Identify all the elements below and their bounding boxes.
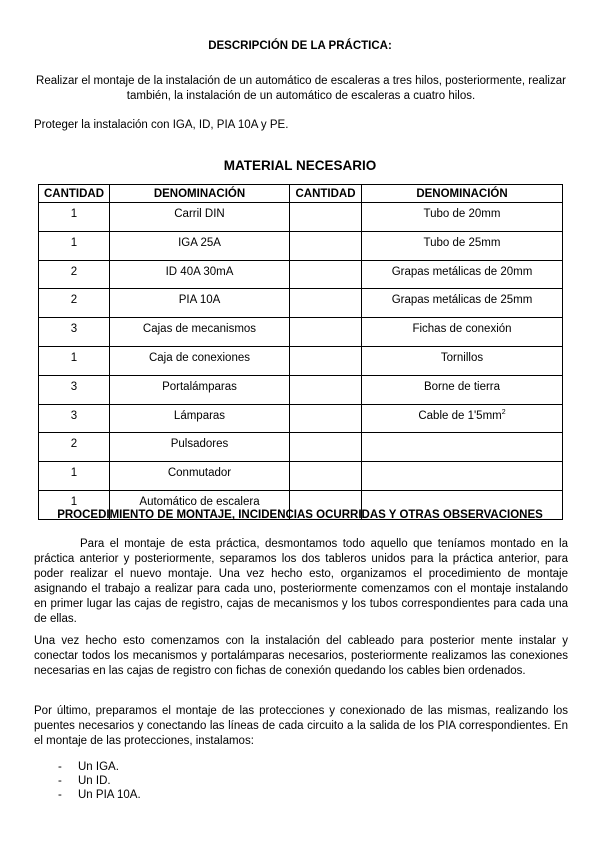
cell-quantity-1-text: 3	[70, 409, 78, 422]
table-row	[39, 375, 563, 404]
procedure-paragraph-3: Por último, preparamos el montaje de las protecciones y conexionado de las mismas, realizando los puentes necesarios y conectando las líneas de cada circuito a la salida de los PIA correspondientes. En el montaje de las protecciones, instalamos:	[34, 705, 568, 747]
list-dash: -	[58, 761, 62, 773]
cell-denomination-2	[362, 289, 563, 318]
cell-denomination-1-text: PIA 10A	[178, 294, 221, 307]
cell-quantity-1-text: 1	[70, 208, 78, 220]
material-heading: MATERIAL NECESARIO	[223, 158, 377, 173]
table-row	[39, 346, 563, 375]
cell-denomination-2-text: Tubo de 20mm	[423, 208, 501, 220]
cell-denomination-2-text: Tornillos	[440, 351, 484, 364]
cell-denomination-1	[110, 433, 290, 462]
cell-quantity-1	[39, 346, 110, 375]
material-table	[38, 184, 563, 520]
cell-denomination-2	[362, 404, 563, 433]
superscript-exponent: 2	[501, 408, 506, 416]
list-dash: -	[58, 775, 62, 787]
procedure-paragraph-1: Para el montaje de esta práctica, desmontamos todo aquello que teníamos montado en la práctica anterior y posteriormente, separamos los dos tableros unidos para la práctica anterior, para poder realizar el nuevo montaje. Una vez hecho esto, organizamos el procedimiento de montaje asignando el trabajo a realizar para cada uno, posteriormente comenzamos con el montaje instalando en primer lugar las cajas de registro, cajas de mecanismos y los tubos correspondientes para cada una de ellas.	[34, 538, 568, 625]
cell-denomination-2-text: Borne de tierra	[423, 380, 501, 393]
cell-quantity-2	[290, 318, 362, 347]
header-denomination-1: DENOMINACIÓN	[110, 185, 290, 203]
cell-denomination-1	[110, 404, 290, 433]
list-dash: -	[58, 789, 62, 801]
cell-quantity-1-text: 1	[70, 467, 78, 480]
cell-quantity-2	[290, 203, 362, 232]
cell-denomination-2	[362, 375, 563, 404]
cell-quantity-2	[290, 346, 362, 375]
cell-denomination-1-text: ID 40A 30mA	[165, 265, 234, 278]
cell-denomination-2-text: Fichas de conexión	[412, 323, 512, 336]
header-quantity-1: CANTIDAD	[39, 185, 110, 203]
cell-denomination-1-text: Automático de escalera	[139, 495, 260, 508]
cell-quantity-1-text: 2	[70, 265, 78, 278]
protection-list	[58, 760, 141, 802]
cell-denomination-1	[110, 260, 290, 289]
cell-denomination-1-text: IGA 25A	[178, 236, 221, 249]
cell-quantity-1-text: 3	[70, 380, 78, 393]
description-heading: DESCRIPCIÓN DE LA PRÁCTICA:	[208, 40, 392, 52]
cell-denomination-1	[110, 289, 290, 318]
procedure-paragraph-2: Una vez hecho esto comenzamos con la instalación del cableado para posterior mente instalar y conectar todos los mecanismos y portalámparas necesarios, posteriormente realizamos las conexiones necesarias en las cajas de registro con fichas de conexión quedando los cables bien ordenados.	[34, 635, 568, 677]
cell-denomination-1-text: Lámparas	[173, 409, 226, 422]
cell-denomination-1	[110, 231, 290, 260]
cell-denomination-2	[362, 433, 563, 462]
cell-denomination-1	[110, 203, 290, 232]
cell-quantity-2	[290, 260, 362, 289]
cell-quantity-2	[290, 289, 362, 318]
cell-denomination-2	[362, 260, 563, 289]
table-row	[39, 318, 563, 347]
list-item-text: Un IGA.	[78, 761, 119, 773]
cell-quantity-1-text: 2	[70, 438, 78, 451]
cell-denomination-1-text: Carril DIN	[174, 208, 225, 220]
cell-quantity-1	[39, 203, 110, 232]
cell-denomination-1-text: Caja de conexiones	[148, 351, 250, 364]
cell-denomination-2-text: Tubo de 25mm	[423, 236, 501, 249]
cell-quantity-2	[290, 404, 362, 433]
cell-denomination-2-text: Grapas metálicas de 25mm	[391, 294, 533, 307]
procedure-heading: PROCEDIMIENTO DE MONTAJE, INCIDENCIAS OCURRIDAS Y OTRAS OBSERVACIONES	[57, 509, 543, 521]
table-header-row	[39, 185, 563, 203]
cell-denomination-2-text: Grapas metálicas de 20mm	[391, 265, 533, 278]
cell-denomination-2	[362, 231, 563, 260]
table-row	[39, 462, 563, 491]
cell-denomination-1	[110, 462, 290, 491]
intro-paragraph: Realizar el montaje de la instalación de un automático de escaleras a tres hilos, posteriormente, realizar también, la instalación de un automático de escaleras a cuatro hilos.	[36, 75, 566, 102]
cell-quantity-2	[290, 462, 362, 491]
cell-denomination-1-text: Conmutador	[167, 467, 232, 480]
table-row	[39, 404, 563, 433]
table-row	[39, 433, 563, 462]
cell-denomination-2	[362, 346, 563, 375]
cell-quantity-1	[39, 289, 110, 318]
list-item	[58, 774, 141, 788]
cell-denomination-2-text: Cable de 1'5mm	[418, 409, 502, 422]
cell-quantity-1-text: 1	[70, 236, 78, 249]
header-quantity-2: CANTIDAD	[290, 185, 362, 203]
protection-paragraph: Proteger la instalación con IGA, ID, PIA 10A y PE.	[34, 119, 289, 131]
cell-quantity-1	[39, 231, 110, 260]
cell-quantity-2	[290, 231, 362, 260]
table-row	[39, 260, 563, 289]
cell-quantity-1-text: 1	[70, 495, 78, 508]
cell-denomination-1-text: Pulsadores	[170, 438, 229, 451]
cell-denomination-1	[110, 318, 290, 347]
cell-quantity-1	[39, 433, 110, 462]
cell-quantity-2	[290, 433, 362, 462]
cell-quantity-1-text: 1	[70, 351, 78, 364]
list-item	[58, 788, 141, 802]
list-item-text: Un ID.	[78, 775, 111, 787]
cell-denomination-2	[362, 462, 563, 491]
cell-denomination-1-text: Cajas de mecanismos	[142, 323, 257, 336]
cell-quantity-1	[39, 260, 110, 289]
table-body	[39, 203, 563, 520]
table-row	[39, 289, 563, 318]
cell-quantity-1	[39, 318, 110, 347]
table-row	[39, 203, 563, 232]
cell-denomination-1	[110, 346, 290, 375]
header-denomination-2: DENOMINACIÓN	[362, 185, 563, 203]
cell-denomination-2	[362, 203, 563, 232]
cell-quantity-1	[39, 404, 110, 433]
table-row	[39, 231, 563, 260]
cell-quantity-1-text: 3	[70, 323, 78, 336]
cell-denomination-1	[110, 375, 290, 404]
cell-quantity-1	[39, 462, 110, 491]
cell-quantity-1-text: 2	[70, 294, 78, 307]
cell-quantity-2	[290, 375, 362, 404]
list-item-text: Un PIA 10A.	[78, 789, 141, 801]
cell-denomination-2	[362, 318, 563, 347]
cell-denomination-1-text: Portalámparas	[162, 380, 237, 393]
list-item	[58, 760, 141, 774]
cell-quantity-1	[39, 375, 110, 404]
